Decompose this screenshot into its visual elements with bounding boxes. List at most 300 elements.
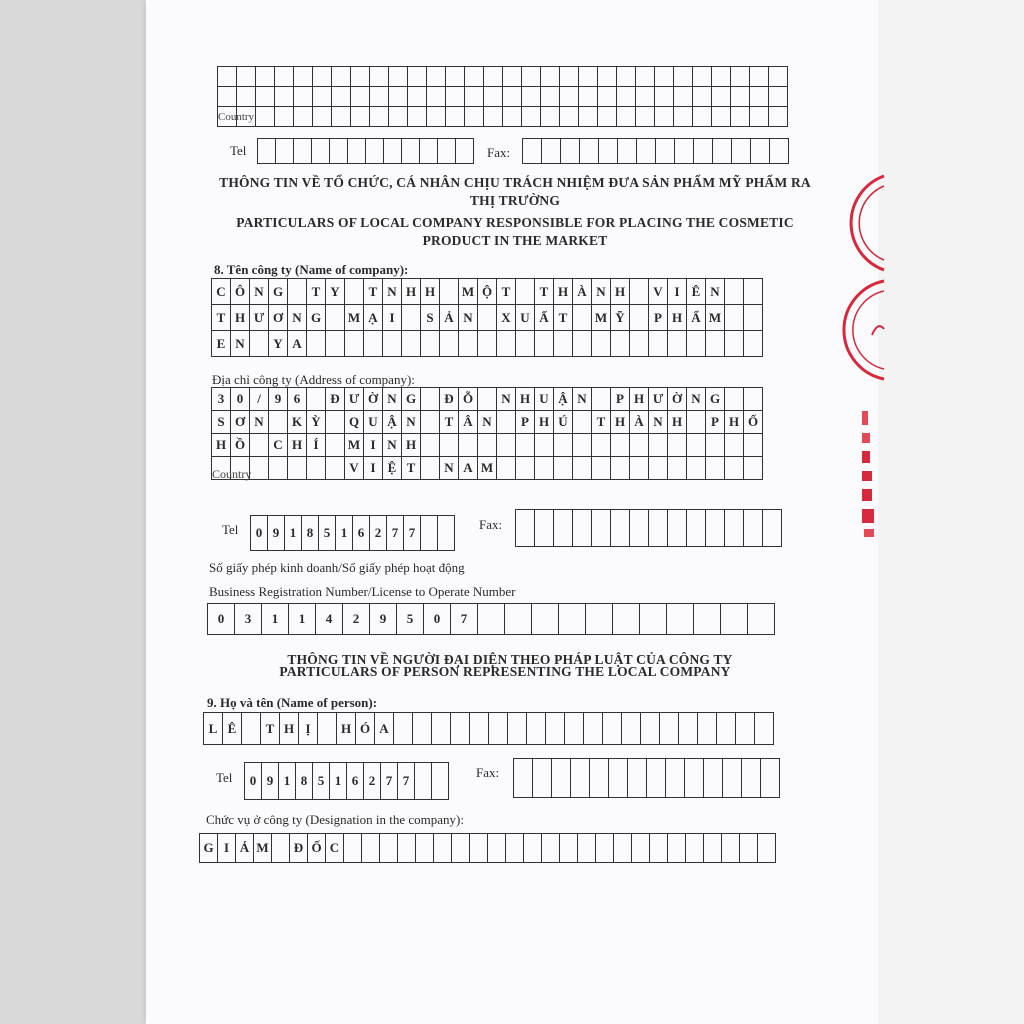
person-fax-cell[interactable] [532, 758, 552, 798]
company-name-cell[interactable]: M [344, 304, 364, 331]
top-address-cell[interactable] [331, 106, 351, 127]
company-name-cell[interactable]: Ô [230, 278, 250, 305]
top-address-cell[interactable] [616, 106, 636, 127]
top-address-cell[interactable] [521, 86, 541, 107]
top-address-cell[interactable] [369, 86, 389, 107]
designation-cell[interactable] [343, 833, 362, 863]
top-address-cell[interactable] [426, 66, 446, 87]
top-address-cell[interactable] [274, 106, 294, 127]
company-tel-cell[interactable]: 1 [284, 515, 302, 551]
top-address-cell[interactable] [711, 106, 731, 127]
address-cell[interactable]: P [515, 410, 535, 434]
company-name-cell[interactable] [401, 330, 421, 357]
top-tel-cell[interactable] [455, 138, 474, 164]
top-fax-cell[interactable] [693, 138, 713, 164]
top-fax-cell[interactable] [731, 138, 751, 164]
address-cell[interactable]: S [211, 410, 231, 434]
address-cell[interactable] [420, 433, 440, 457]
top-address-cell[interactable] [369, 66, 389, 87]
person-tel-cell[interactable]: 8 [295, 762, 313, 800]
address-cell[interactable]: Ơ [230, 410, 250, 434]
top-tel-cell[interactable] [419, 138, 438, 164]
address-cell[interactable] [249, 456, 269, 480]
company-name-cell[interactable]: À [572, 278, 592, 305]
top-fax-cell[interactable] [579, 138, 599, 164]
company-name-cell[interactable]: T [211, 304, 231, 331]
company-name-cell[interactable] [553, 330, 573, 357]
person-name-cell[interactable] [526, 712, 546, 745]
top-address-cell[interactable] [445, 86, 465, 107]
top-address-cell[interactable] [369, 106, 389, 127]
license-cell[interactable]: 3 [234, 603, 262, 635]
company-name-cell[interactable]: T [363, 278, 383, 305]
company-name-cell[interactable] [401, 304, 421, 331]
designation-cell[interactable] [649, 833, 668, 863]
person-name-cell[interactable]: T [260, 712, 280, 745]
company-name-cell[interactable] [629, 278, 649, 305]
company-name-cell[interactable]: H [401, 278, 421, 305]
company-name-cell[interactable]: Ẩ [686, 304, 706, 331]
address-cell[interactable] [610, 433, 630, 457]
company-name-cell[interactable] [439, 278, 459, 305]
company-name-cell[interactable]: N [249, 278, 269, 305]
company-name-cell[interactable]: Ạ [363, 304, 383, 331]
company-fax-cell[interactable] [591, 509, 611, 547]
designation-cell[interactable] [433, 833, 452, 863]
company-name-cell[interactable]: V [648, 278, 668, 305]
designation-cell[interactable] [631, 833, 650, 863]
top-address-cell[interactable] [217, 66, 237, 87]
person-tel-cell[interactable]: 9 [261, 762, 279, 800]
top-address-cell[interactable] [464, 106, 484, 127]
person-fax-cell[interactable] [722, 758, 742, 798]
top-address-cell[interactable] [749, 106, 769, 127]
top-address-cell[interactable] [293, 66, 313, 87]
address-cell[interactable]: Ỗ [458, 387, 478, 411]
top-address-cell[interactable] [350, 66, 370, 87]
address-cell[interactable]: N [401, 410, 421, 434]
address-cell[interactable]: G [705, 387, 725, 411]
top-address-cell[interactable] [559, 66, 579, 87]
person-tel-cell[interactable] [431, 762, 449, 800]
person-tel-cell[interactable]: 2 [363, 762, 381, 800]
company-name-cell[interactable]: N [591, 278, 611, 305]
address-cell[interactable]: 0 [230, 387, 250, 411]
person-name-cell[interactable] [697, 712, 717, 745]
address-cell[interactable] [686, 410, 706, 434]
address-cell[interactable]: N [477, 410, 497, 434]
designation-cell[interactable]: G [199, 833, 218, 863]
company-name-cell[interactable] [306, 330, 326, 357]
address-cell[interactable]: Ú [553, 410, 573, 434]
company-fax-cell[interactable] [743, 509, 763, 547]
top-address-cell[interactable] [692, 106, 712, 127]
address-cell[interactable] [515, 433, 535, 457]
designation-cell[interactable] [469, 833, 488, 863]
person-name-cell[interactable] [241, 712, 261, 745]
person-fax-cell[interactable] [589, 758, 609, 798]
company-tel-cell[interactable]: 7 [403, 515, 421, 551]
company-name-cell[interactable]: T [553, 304, 573, 331]
person-name-cell[interactable] [678, 712, 698, 745]
address-cell[interactable] [458, 433, 478, 457]
address-cell[interactable]: 6 [287, 387, 307, 411]
address-cell[interactable] [534, 456, 554, 480]
top-address-cell[interactable] [673, 66, 693, 87]
license-cell[interactable] [504, 603, 532, 635]
person-name-cell[interactable] [564, 712, 584, 745]
address-cell[interactable]: Ồ [230, 433, 250, 457]
address-cell[interactable]: N [382, 433, 402, 457]
person-tel-cell[interactable]: 7 [397, 762, 415, 800]
address-cell[interactable]: M [344, 433, 364, 457]
company-tel-cell[interactable]: 7 [386, 515, 404, 551]
company-name-cell[interactable] [648, 330, 668, 357]
company-tel-cell[interactable]: 2 [369, 515, 387, 551]
person-fax-cell[interactable] [608, 758, 628, 798]
company-name-cell[interactable]: Ơ [268, 304, 288, 331]
designation-cell[interactable] [523, 833, 542, 863]
company-name-cell[interactable] [629, 304, 649, 331]
company-fax-cell[interactable] [515, 509, 535, 547]
top-address-cell[interactable] [749, 66, 769, 87]
address-cell[interactable] [268, 456, 288, 480]
top-fax-cell[interactable] [598, 138, 618, 164]
company-fax-cell[interactable] [553, 509, 573, 547]
top-address-cell[interactable] [407, 66, 427, 87]
designation-cell[interactable] [721, 833, 740, 863]
top-address-cell[interactable] [654, 106, 674, 127]
designation-cell[interactable] [271, 833, 290, 863]
company-name-cell[interactable] [743, 330, 763, 357]
company-name-cell[interactable]: M [705, 304, 725, 331]
company-name-cell[interactable] [686, 330, 706, 357]
company-fax-cell[interactable] [648, 509, 668, 547]
person-fax-cell[interactable] [665, 758, 685, 798]
address-cell[interactable] [591, 433, 611, 457]
address-cell[interactable]: Ư [648, 387, 668, 411]
person-fax-cell[interactable] [570, 758, 590, 798]
company-name-cell[interactable]: Ộ [477, 278, 497, 305]
address-cell[interactable] [515, 456, 535, 480]
top-address-cell[interactable] [388, 86, 408, 107]
company-name-cell[interactable]: H [553, 278, 573, 305]
designation-cell[interactable] [595, 833, 614, 863]
top-address-cell[interactable] [616, 86, 636, 107]
top-address-cell[interactable] [331, 66, 351, 87]
address-cell[interactable] [648, 433, 668, 457]
top-address-cell[interactable] [540, 106, 560, 127]
designation-cell[interactable] [703, 833, 722, 863]
person-fax-cell[interactable] [513, 758, 533, 798]
address-cell[interactable]: I [363, 433, 383, 457]
address-cell[interactable] [629, 456, 649, 480]
address-cell[interactable]: H [211, 433, 231, 457]
top-tel-cell[interactable] [293, 138, 312, 164]
company-name-cell[interactable] [534, 330, 554, 357]
company-name-cell[interactable]: Ả [439, 304, 459, 331]
address-cell[interactable] [667, 456, 687, 480]
person-name-cell[interactable] [317, 712, 337, 745]
top-address-cell[interactable] [483, 106, 503, 127]
address-cell[interactable] [629, 433, 649, 457]
top-address-cell[interactable] [483, 86, 503, 107]
address-cell[interactable]: P [610, 387, 630, 411]
company-name-cell[interactable]: M [458, 278, 478, 305]
top-address-cell[interactable] [635, 86, 655, 107]
company-tel-cell[interactable] [420, 515, 438, 551]
top-address-cell[interactable] [236, 86, 256, 107]
company-name-cell[interactable]: H [667, 304, 687, 331]
company-name-cell[interactable] [667, 330, 687, 357]
address-cell[interactable]: P [705, 410, 725, 434]
address-cell[interactable] [591, 387, 611, 411]
top-address-cell[interactable] [502, 66, 522, 87]
top-fax-cell[interactable] [560, 138, 580, 164]
address-cell[interactable]: Đ [325, 387, 345, 411]
top-address-cell[interactable] [730, 86, 750, 107]
top-address-cell[interactable] [635, 106, 655, 127]
address-cell[interactable] [553, 433, 573, 457]
company-name-cell[interactable]: A [287, 330, 307, 357]
designation-cell[interactable] [397, 833, 416, 863]
top-address-cell[interactable] [768, 86, 788, 107]
company-name-cell[interactable] [249, 330, 269, 357]
address-cell[interactable] [572, 456, 592, 480]
top-address-cell[interactable] [711, 86, 731, 107]
designation-cell[interactable] [451, 833, 470, 863]
license-cell[interactable]: 4 [315, 603, 343, 635]
address-cell[interactable]: T [401, 456, 421, 480]
designation-cell[interactable] [541, 833, 560, 863]
company-name-cell[interactable] [724, 278, 744, 305]
company-name-cell[interactable]: H [610, 278, 630, 305]
license-cell[interactable] [693, 603, 721, 635]
top-address-cell[interactable] [749, 86, 769, 107]
address-cell[interactable]: V [344, 456, 364, 480]
top-address-cell[interactable] [597, 106, 617, 127]
top-address-cell[interactable] [426, 106, 446, 127]
company-tel-cell[interactable]: 8 [301, 515, 319, 551]
address-cell[interactable] [610, 456, 630, 480]
top-address-cell[interactable] [635, 66, 655, 87]
company-name-cell[interactable]: N [705, 278, 725, 305]
company-tel-cell[interactable]: 0 [250, 515, 268, 551]
top-address-cell[interactable] [255, 66, 275, 87]
company-tel-cell[interactable]: 5 [318, 515, 336, 551]
designation-cell[interactable]: M [253, 833, 272, 863]
person-name-cell[interactable] [754, 712, 774, 745]
address-cell[interactable]: I [363, 456, 383, 480]
top-address-cell[interactable] [350, 86, 370, 107]
address-cell[interactable]: Ư [344, 387, 364, 411]
address-cell[interactable] [287, 456, 307, 480]
top-address-cell[interactable] [616, 66, 636, 87]
address-cell[interactable]: H [629, 387, 649, 411]
top-tel-cell[interactable] [437, 138, 456, 164]
company-name-cell[interactable]: M [591, 304, 611, 331]
top-address-cell[interactable] [274, 66, 294, 87]
company-name-cell[interactable] [477, 330, 497, 357]
top-address-cell[interactable] [255, 106, 275, 127]
designation-cell[interactable]: Ố [307, 833, 326, 863]
company-name-cell[interactable]: N [287, 304, 307, 331]
company-name-cell[interactable]: P [648, 304, 668, 331]
address-cell[interactable]: H [724, 410, 744, 434]
address-cell[interactable]: H [287, 433, 307, 457]
designation-cell[interactable] [739, 833, 758, 863]
top-tel-cell[interactable] [383, 138, 402, 164]
top-address-cell[interactable] [768, 106, 788, 127]
person-name-cell[interactable]: L [203, 712, 223, 745]
person-tel-cell[interactable]: 1 [278, 762, 296, 800]
top-address-cell[interactable] [692, 66, 712, 87]
person-fax-cell[interactable] [760, 758, 780, 798]
address-cell[interactable]: / [249, 387, 269, 411]
company-name-cell[interactable] [724, 330, 744, 357]
company-name-cell[interactable] [344, 278, 364, 305]
address-cell[interactable] [420, 387, 440, 411]
person-tel-cell[interactable]: 1 [329, 762, 347, 800]
address-cell[interactable] [439, 433, 459, 457]
address-cell[interactable]: H [515, 387, 535, 411]
license-cell[interactable]: 0 [207, 603, 235, 635]
company-fax-cell[interactable] [667, 509, 687, 547]
company-tel-cell[interactable] [437, 515, 455, 551]
address-cell[interactable] [572, 433, 592, 457]
top-fax-cell[interactable] [541, 138, 561, 164]
top-address-cell[interactable] [293, 86, 313, 107]
company-name-cell[interactable] [477, 304, 497, 331]
designation-cell[interactable] [505, 833, 524, 863]
address-cell[interactable] [591, 456, 611, 480]
address-cell[interactable] [667, 433, 687, 457]
address-cell[interactable]: U [363, 410, 383, 434]
top-tel-cell[interactable] [401, 138, 420, 164]
top-fax-cell[interactable] [750, 138, 770, 164]
person-name-cell[interactable] [469, 712, 489, 745]
top-fax-cell[interactable] [522, 138, 542, 164]
top-address-cell[interactable] [464, 66, 484, 87]
designation-cell[interactable] [361, 833, 380, 863]
top-address-cell[interactable] [445, 106, 465, 127]
company-name-cell[interactable]: T [534, 278, 554, 305]
top-address-cell[interactable] [711, 66, 731, 87]
company-fax-cell[interactable] [724, 509, 744, 547]
address-cell[interactable] [724, 433, 744, 457]
designation-cell[interactable] [685, 833, 704, 863]
address-cell[interactable] [249, 433, 269, 457]
person-name-cell[interactable]: Ó [355, 712, 375, 745]
address-cell[interactable] [724, 456, 744, 480]
company-name-cell[interactable]: I [667, 278, 687, 305]
person-fax-cell[interactable] [627, 758, 647, 798]
address-cell[interactable]: H [667, 410, 687, 434]
top-fax-cell[interactable] [712, 138, 732, 164]
top-address-cell[interactable] [578, 86, 598, 107]
top-address-cell[interactable] [521, 106, 541, 127]
company-name-cell[interactable] [591, 330, 611, 357]
address-cell[interactable]: H [401, 433, 421, 457]
designation-cell[interactable] [559, 833, 578, 863]
top-fax-cell[interactable] [674, 138, 694, 164]
person-name-cell[interactable] [583, 712, 603, 745]
designation-cell[interactable] [757, 833, 776, 863]
address-cell[interactable]: Â [458, 410, 478, 434]
company-fax-cell[interactable] [572, 509, 592, 547]
address-cell[interactable] [743, 387, 763, 411]
person-name-cell[interactable] [716, 712, 736, 745]
person-name-cell[interactable] [659, 712, 679, 745]
address-cell[interactable] [705, 433, 725, 457]
top-fax-cell[interactable] [769, 138, 789, 164]
designation-cell[interactable]: Á [235, 833, 254, 863]
company-name-cell[interactable] [610, 330, 630, 357]
license-cell[interactable]: 9 [369, 603, 397, 635]
designation-cell[interactable] [577, 833, 596, 863]
top-address-cell[interactable] [540, 66, 560, 87]
person-name-cell[interactable]: Ê [222, 712, 242, 745]
top-address-cell[interactable] [312, 106, 332, 127]
address-cell[interactable]: C [268, 433, 288, 457]
top-address-cell[interactable] [559, 86, 579, 107]
address-cell[interactable]: Ỳ [306, 410, 326, 434]
license-cell[interactable] [585, 603, 613, 635]
person-tel-cell[interactable]: 7 [380, 762, 398, 800]
top-address-cell[interactable] [217, 86, 237, 107]
company-tel-cell[interactable]: 6 [352, 515, 370, 551]
top-address-cell[interactable] [388, 66, 408, 87]
address-cell[interactable] [325, 433, 345, 457]
company-fax-cell[interactable] [762, 509, 782, 547]
address-cell[interactable]: U [534, 387, 554, 411]
license-cell[interactable]: 1 [288, 603, 316, 635]
company-fax-cell[interactable] [610, 509, 630, 547]
person-name-cell[interactable] [735, 712, 755, 745]
designation-cell[interactable] [667, 833, 686, 863]
address-cell[interactable]: Ờ [667, 387, 687, 411]
address-cell[interactable] [724, 387, 744, 411]
person-fax-cell[interactable] [551, 758, 571, 798]
company-name-cell[interactable]: N [382, 278, 402, 305]
license-cell[interactable] [558, 603, 586, 635]
company-name-cell[interactable] [382, 330, 402, 357]
top-address-cell[interactable] [236, 66, 256, 87]
person-name-cell[interactable]: Ị [298, 712, 318, 745]
company-tel-cell[interactable]: 1 [335, 515, 353, 551]
person-name-cell[interactable] [393, 712, 413, 745]
top-address-cell[interactable] [464, 86, 484, 107]
company-name-cell[interactable] [724, 304, 744, 331]
address-cell[interactable] [496, 456, 516, 480]
address-cell[interactable]: Ố [743, 410, 763, 434]
address-cell[interactable] [686, 456, 706, 480]
license-cell[interactable] [612, 603, 640, 635]
person-name-cell[interactable] [431, 712, 451, 745]
top-address-cell[interactable] [312, 66, 332, 87]
designation-cell[interactable] [379, 833, 398, 863]
top-address-cell[interactable] [331, 86, 351, 107]
company-name-cell[interactable] [420, 330, 440, 357]
company-name-cell[interactable] [629, 330, 649, 357]
top-address-cell[interactable] [540, 86, 560, 107]
person-name-cell[interactable] [507, 712, 527, 745]
company-name-cell[interactable]: E [211, 330, 231, 357]
address-cell[interactable] [534, 433, 554, 457]
company-name-cell[interactable]: Ấ [534, 304, 554, 331]
top-address-cell[interactable] [654, 86, 674, 107]
license-cell[interactable]: 1 [261, 603, 289, 635]
